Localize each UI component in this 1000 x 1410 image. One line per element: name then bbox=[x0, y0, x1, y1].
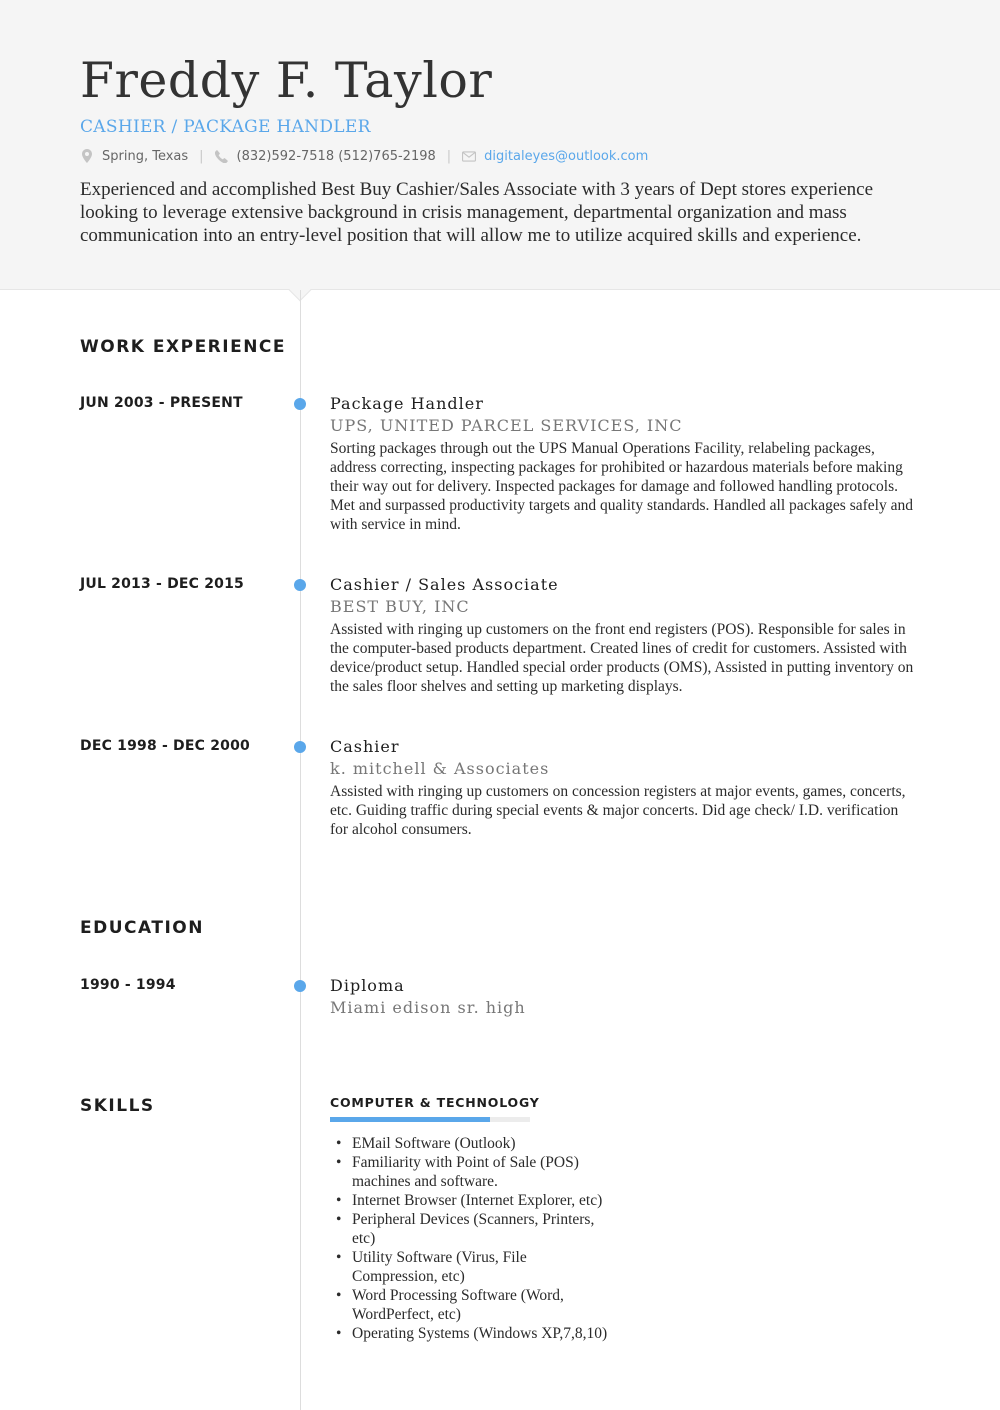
skill-item bbox=[330, 1134, 610, 1153]
contact-separator: | bbox=[446, 148, 452, 164]
email-link[interactable]: digitaleyes@outlook.com bbox=[484, 148, 649, 164]
candidate-name: Freddy F. Taylor bbox=[80, 52, 493, 109]
job-role: Package Handler bbox=[330, 394, 484, 413]
skill-category: COMPUTER & TECHNOLOGY bbox=[330, 1095, 540, 1110]
contact-separator: | bbox=[199, 148, 204, 164]
skill-item bbox=[330, 1324, 610, 1343]
timeline-line bbox=[300, 290, 301, 1410]
education-heading: EDUCATION bbox=[80, 918, 204, 938]
job-description: Assisted with ringing up customers on the front end registers (POS). Responsible for sales in the computer-based products department. Created lines of credit for customers. Assisted with device/product setup. Handled special order products (OMS), Assisted in putting inventory on the sales floor shelves and setting up marketing displays. bbox=[330, 621, 914, 695]
work-entry-1 bbox=[330, 393, 920, 534]
skills-heading: SKILLS bbox=[80, 1096, 155, 1116]
work-entry-3 bbox=[330, 736, 920, 839]
job-title: CASHIER / PACKAGE HANDLER bbox=[80, 117, 371, 137]
education-date: 1990 - 1994 bbox=[80, 977, 176, 993]
education-entry bbox=[330, 975, 920, 1019]
envelope-icon bbox=[462, 148, 476, 164]
skill-item bbox=[330, 1153, 610, 1191]
resume-header bbox=[0, 0, 1000, 290]
skill-item bbox=[330, 1210, 610, 1248]
bullet: • bbox=[336, 1192, 342, 1209]
school: Miami edison sr. high bbox=[330, 998, 526, 1017]
location: Spring, Texas bbox=[102, 148, 189, 164]
bullet: • bbox=[336, 1249, 342, 1266]
skill-list bbox=[330, 1134, 610, 1343]
work-experience-heading: WORK EXPERIENCE bbox=[80, 337, 287, 357]
timeline-dot bbox=[294, 579, 306, 591]
map-pin-icon bbox=[80, 148, 94, 164]
timeline-dot bbox=[294, 741, 306, 753]
employer: UPS, UNITED PARCEL SERVICES, INC bbox=[330, 416, 683, 435]
skill-item bbox=[330, 1286, 610, 1324]
work-date-1: JUN 2003 - PRESENT bbox=[80, 395, 243, 411]
skill-level-fill bbox=[330, 1117, 490, 1122]
bullet: • bbox=[336, 1325, 342, 1342]
phone-icon bbox=[215, 148, 229, 164]
skill-text: Utility Software (Virus, File Compression, etc) bbox=[352, 1249, 527, 1285]
bullet: • bbox=[336, 1211, 342, 1228]
professional-summary: Experienced and accomplished Best Buy Cashier/Sales Associate with 3 years of Dept stores experience looking to leverage extensive background in crisis management, departmental organization and mass communication into an entry-level position that will allow me to utilize acquired skills and experience. bbox=[80, 179, 874, 246]
work-date-2: JUL 2013 - DEC 2015 bbox=[80, 576, 244, 592]
skill-text: Peripheral Devices (Scanners, Printers, etc) bbox=[352, 1211, 595, 1247]
degree: Diploma bbox=[330, 976, 405, 995]
employer: k. mitchell & Associates bbox=[330, 759, 550, 778]
timeline-dot bbox=[294, 398, 306, 410]
bullet: • bbox=[336, 1287, 342, 1304]
skill-text: Operating Systems (Windows XP,7,8,10) bbox=[352, 1325, 608, 1342]
skill-item bbox=[330, 1248, 610, 1286]
job-role: Cashier bbox=[330, 737, 400, 756]
timeline-dot bbox=[294, 980, 306, 992]
job-description: Sorting packages through out the UPS Manual Operations Facility, relabeling packages, address correcting, inspecting packages for prohibited or hazardous materials before making their way out for delivery. Inspected packages for damage and followed handling protocols. Met and surpassed productivity targets and quality standards. Handled all packages safely and with service in mind. bbox=[330, 440, 913, 533]
contact-info bbox=[80, 146, 648, 166]
phone-numbers: (832)592-7518 (512)765-2198 bbox=[236, 148, 436, 164]
job-role: Cashier / Sales Associate bbox=[330, 575, 559, 594]
employer: BEST BUY, INC bbox=[330, 597, 470, 616]
bullet: • bbox=[336, 1135, 342, 1152]
skill-text: Familiarity with Point of Sale (POS) machines and software. bbox=[352, 1154, 579, 1190]
skill-text: Internet Browser (Internet Explorer, etc) bbox=[352, 1192, 603, 1209]
job-description: Assisted with ringing up customers on concession registers at major events, games, concerts, etc. Guiding traffic during special events & major concerts. Did age check/ I.D. verification for alcohol consumers. bbox=[330, 783, 906, 838]
bullet: • bbox=[336, 1154, 342, 1171]
skill-text: EMail Software (Outlook) bbox=[352, 1135, 516, 1152]
work-entry-2 bbox=[330, 574, 920, 696]
skill-item bbox=[330, 1191, 610, 1210]
work-date-3: DEC 1998 - DEC 2000 bbox=[80, 738, 250, 754]
skill-level-bar bbox=[330, 1117, 530, 1122]
skill-text: Word Processing Software (Word, WordPerfect, etc) bbox=[352, 1287, 564, 1323]
